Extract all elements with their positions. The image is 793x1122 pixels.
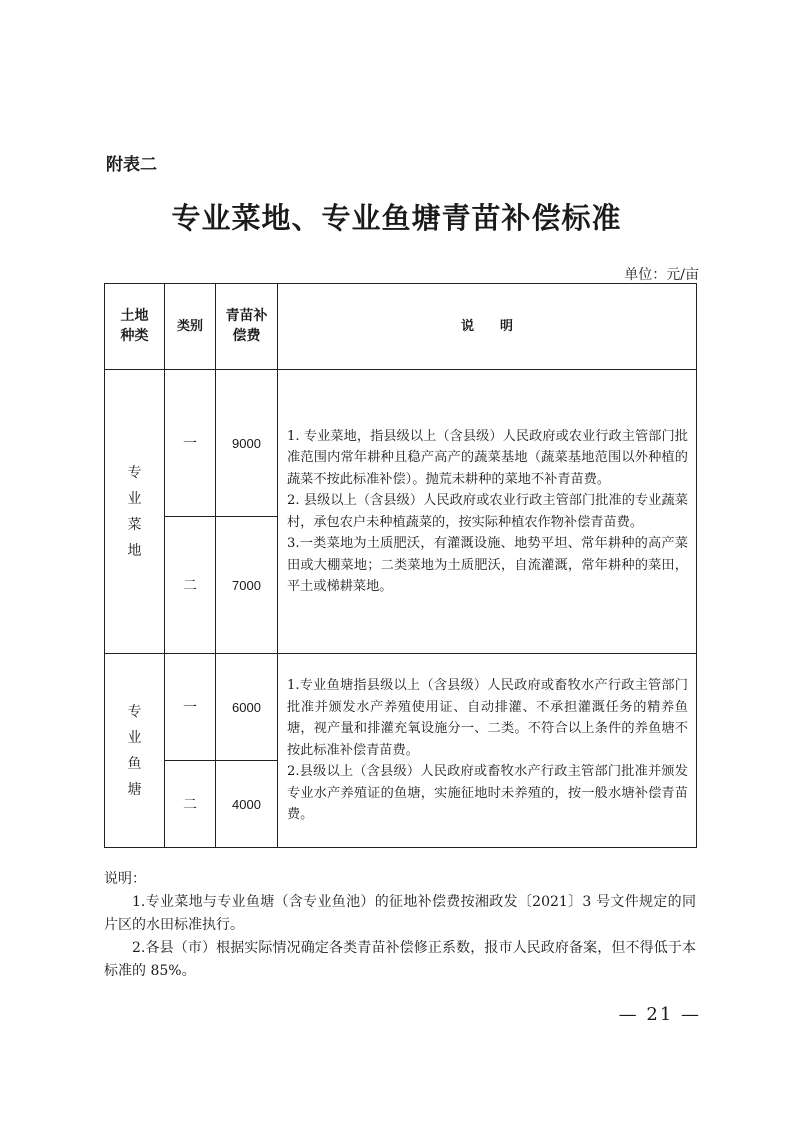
land-type-cell: 专业菜地	[105, 370, 165, 654]
fee-cell: 4000	[216, 761, 278, 848]
category-cell: 一	[165, 654, 216, 761]
unit-label: 单位：元/亩	[624, 267, 699, 283]
description-paragraph: 1. 专业菜地，指县级以上（含县级）人民政府或农业行政主管部门批准范围内常年耕种且稳产高产的蔬菜基地（蔬菜基地范围以外种植的蔬菜不按此标准补偿）。抛荒未耕种的菜地不补青苗费。	[287, 428, 688, 487]
description-paragraph: 1.专业鱼塘指县级以上（含县级）人民政府或畜牧水产行政主管部门批准并颁发水产养殖使用证、自动排灌、不承担灌溉任务的精养鱼塘，视产量和排灌充氧设施分一、二类。不符合以上条件的养鱼塘不按此标准补偿青苗费。	[287, 678, 688, 758]
description-cell	[278, 370, 697, 654]
appendix-label: 附表二	[106, 155, 157, 175]
description-paragraph: 2.县级以上（含县级）人民政府或畜牧水产行政主管部门批准并颁发专业水产养殖证的鱼塘，实施征地时未养殖的，按一般水塘补偿青苗费。	[287, 764, 688, 823]
page-title: 专业菜地、专业鱼塘青苗补偿标准	[171, 201, 622, 235]
fee-cell: 6000	[216, 654, 278, 761]
category-cell: 二	[165, 517, 216, 654]
page-number: — 21 —	[618, 1004, 701, 1025]
category-cell: 一	[165, 370, 216, 517]
note-item: 2.各县（市）根据实际情况确定各类青苗补偿修正系数，报市人民政府备案，但不得低于本标准的 85%。	[104, 940, 696, 979]
fee-cell: 9000	[216, 370, 278, 517]
fee-cell: 7000	[216, 517, 278, 654]
header-description: 说 明	[278, 284, 697, 370]
table-row	[105, 654, 697, 761]
header-land-type: 土地种类	[105, 284, 165, 370]
compensation-table	[104, 283, 697, 848]
header-fee: 青苗补偿费	[216, 284, 278, 370]
table-row	[105, 370, 697, 517]
notes-heading: 说明：	[104, 871, 146, 887]
description-paragraph: 3.一类菜地为土质肥沃，有灌溉设施、地势平坦、常年耕种的高产菜田或大棚菜地；二类菜地为土质肥沃，自流灌溉，常年耕种的菜田，平土或梯耕菜地。	[287, 536, 688, 594]
category-cell: 二	[165, 761, 216, 848]
header-category: 类别	[165, 284, 216, 370]
land-type-cell: 专业鱼塘	[105, 654, 165, 848]
description-paragraph: 2. 县级以上（含县级）人民政府或农业行政主管部门批准的专业蔬菜村，承包农户未种植蔬菜的，按实际种植农作物补偿青苗费。	[287, 493, 688, 530]
note-item: 1.专业菜地与专业鱼塘（含专业鱼池）的征地补偿费按湘政发〔2021〕3 号文件规定的同片区的水田标准执行。	[104, 894, 696, 933]
description-cell	[278, 654, 697, 848]
notes-section	[104, 868, 696, 983]
